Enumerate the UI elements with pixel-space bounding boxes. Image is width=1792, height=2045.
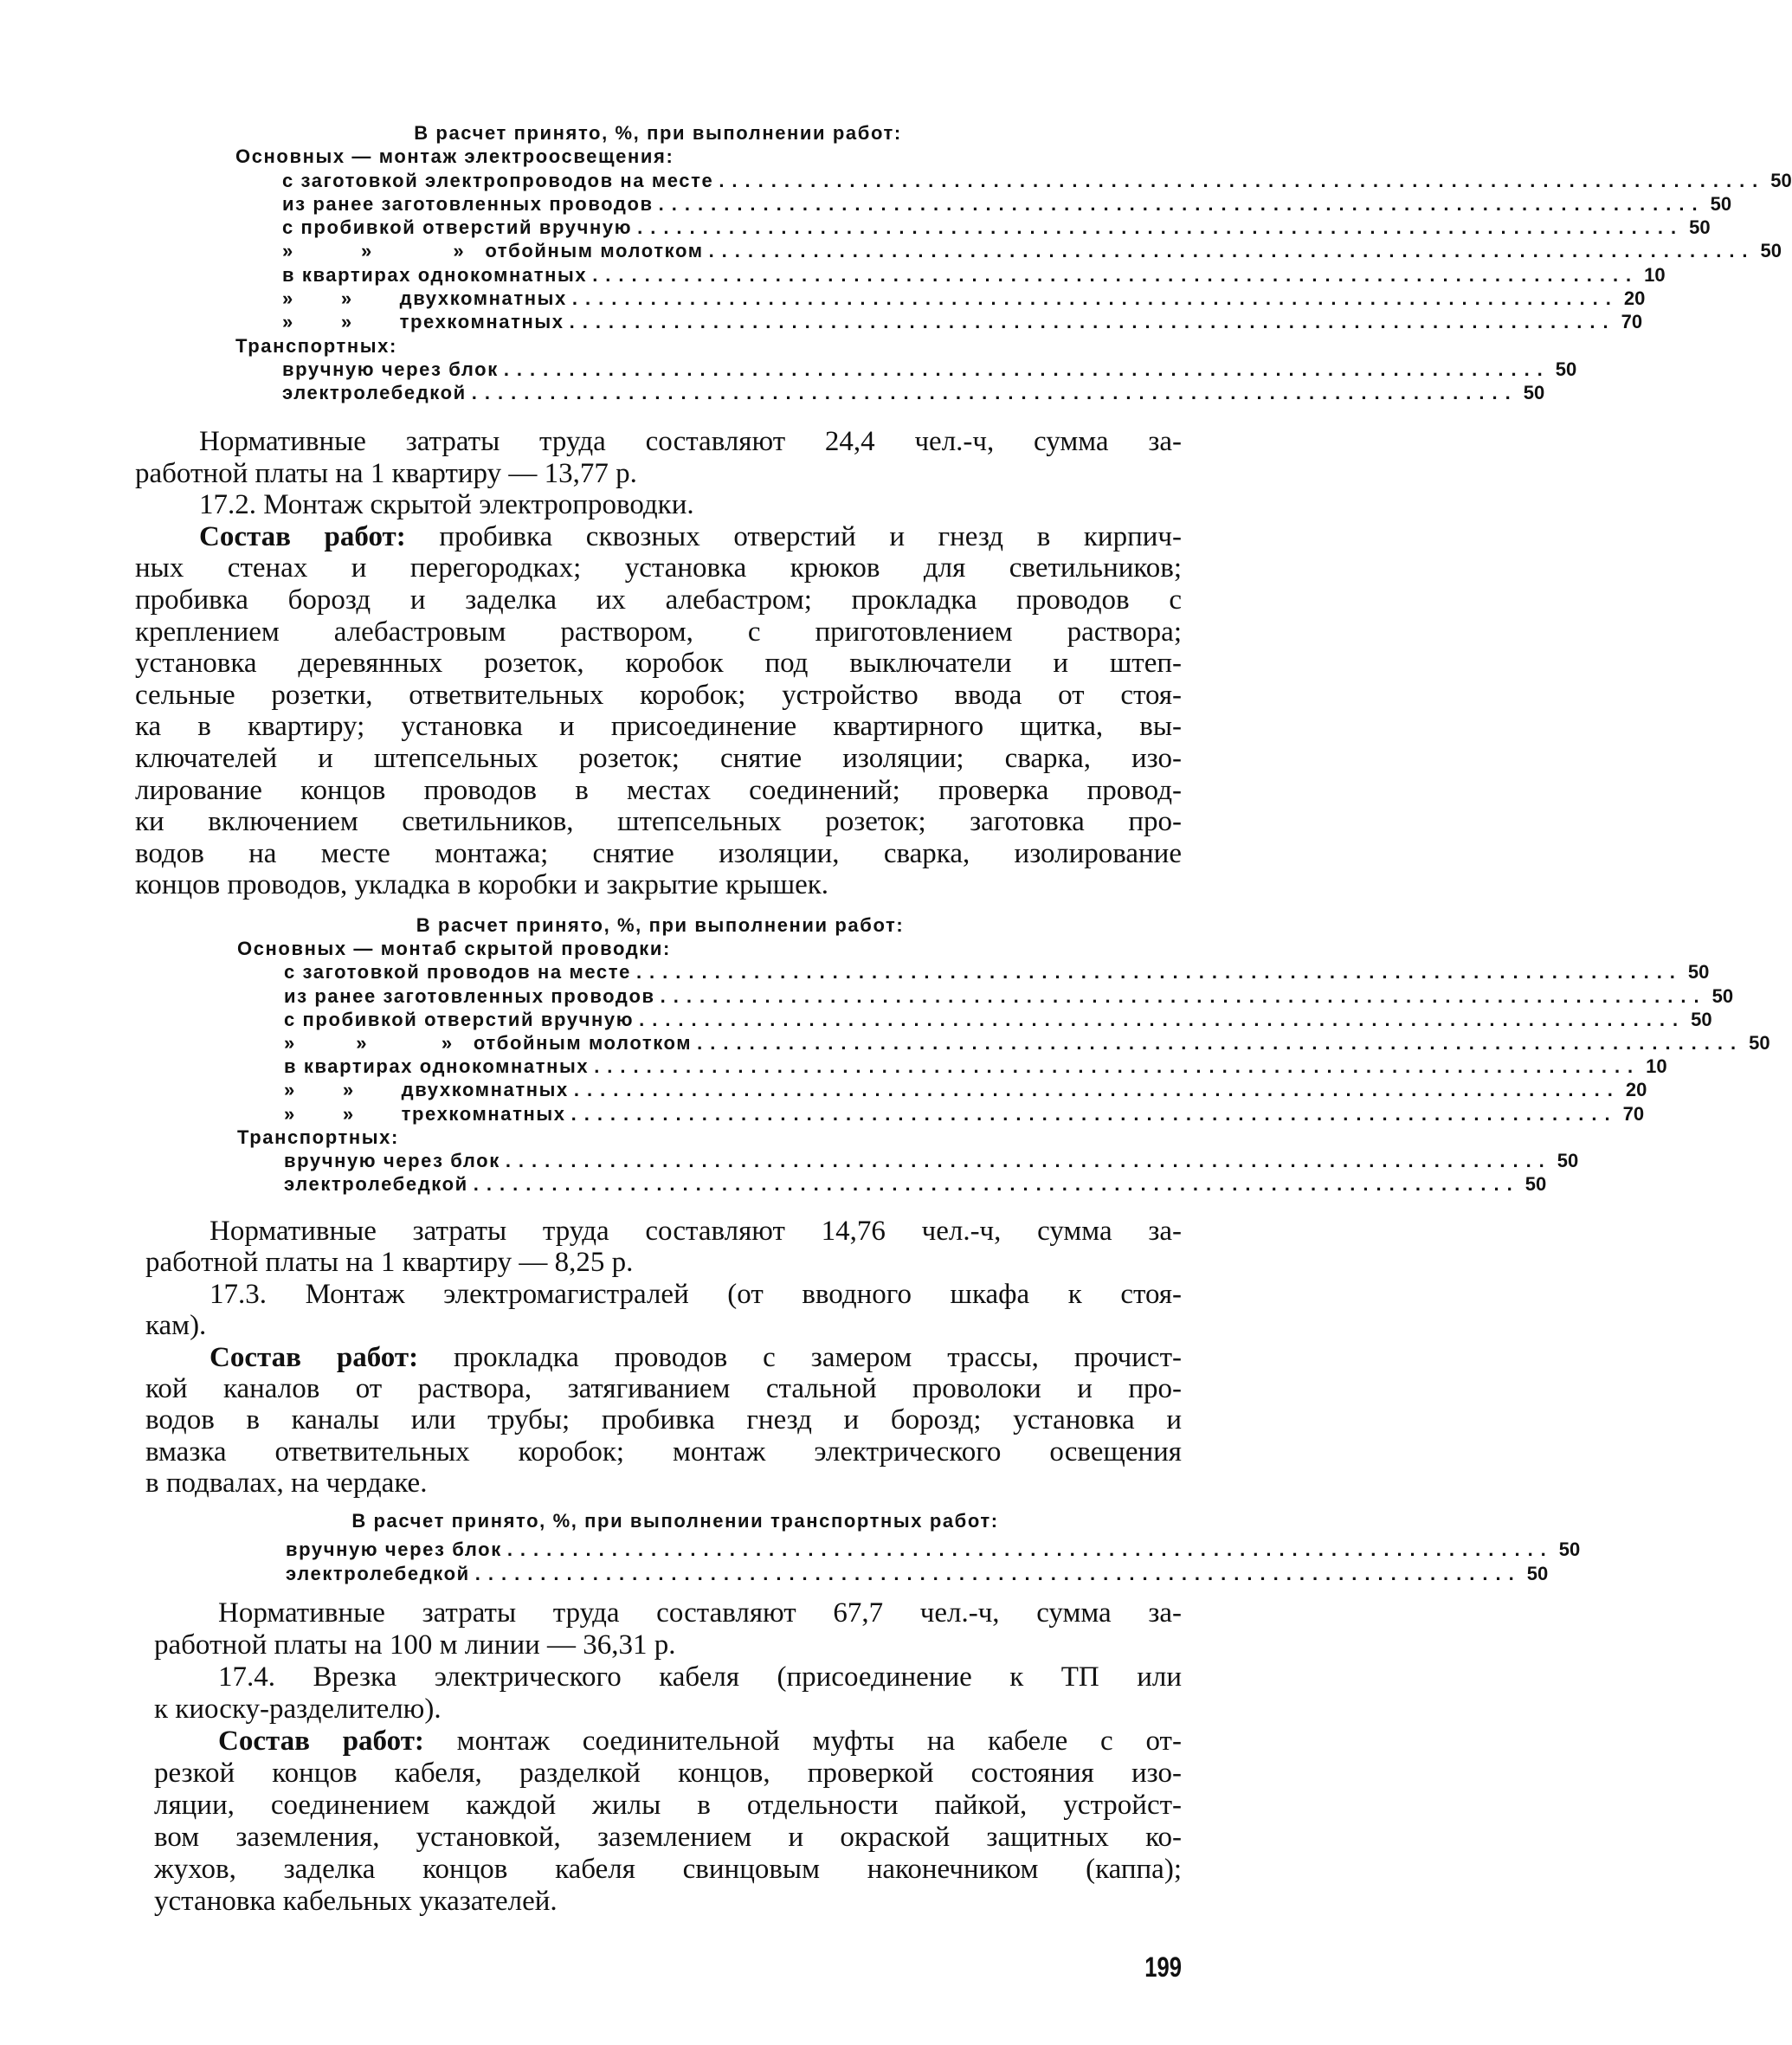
row-value: 50 (1526, 1562, 1549, 1584)
line-text: вом заземления, установкой, заземлением и окраской защитных ко- (154, 1822, 1182, 1853)
line-text: сельные розетки, ответвительных коробок; устройство ввода от стоя- (135, 679, 1182, 711)
row-value: 50 (1557, 1150, 1579, 1172)
text-line (154, 1693, 1182, 1726)
text-line (135, 743, 1182, 775)
table-row (237, 1055, 1667, 1078)
line-text: 17.3. Монтаж электромагистралей (от вводного шкафа к стоя- (209, 1278, 1182, 1310)
text-line (145, 1342, 1182, 1373)
row-value: 50 (1689, 216, 1711, 239)
row-value: 70 (1621, 311, 1643, 333)
dot-leader: ................................................................................ (594, 1055, 1641, 1078)
row-label: из ранее заготовленных проводов (284, 984, 655, 1007)
table-row (235, 216, 1711, 239)
line-text: концов проводов, укладка в коробки и закрытие крышек. (135, 869, 829, 901)
line-text: прокладка проводов с замером трассы, прочист- (418, 1341, 1182, 1373)
table-row (237, 1008, 1712, 1031)
line-text: лирование концов проводов в местах соединений; проверка провод- (135, 774, 1182, 806)
text-line (154, 1726, 1182, 1758)
table-row (235, 263, 1666, 287)
row-label: с заготовкой проводов на месте (284, 961, 631, 984)
row-value: 50 (1687, 961, 1710, 984)
text-line (135, 648, 1182, 680)
row-value: 50 (1749, 1032, 1770, 1055)
text-line (135, 521, 1182, 553)
table-group-title: Транспортных: (237, 1126, 399, 1148)
row-label: из ранее заготовленных проводов (282, 192, 654, 215)
text-line (135, 711, 1182, 743)
row-label: с заготовкой электропроводов на месте (282, 169, 714, 191)
text-line (145, 1468, 1182, 1499)
table-row (237, 1031, 1770, 1055)
line-text: водов на месте монтажа; снятие изоляции, сварка, изолирование (135, 837, 1182, 869)
line-text: в подвалах, на чердаке. (145, 1468, 428, 1500)
table-row (266, 1538, 1581, 1561)
line-text: монтаж соединительной муфты на кабеле с от- (423, 1726, 1182, 1757)
dot-leader: ................................................................................ (592, 263, 1640, 286)
dot-leader: ................................................................................ (573, 1079, 1621, 1101)
dot-leader: ................................................................................ (505, 1150, 1552, 1172)
line-text: к киоску-разделителю). (154, 1693, 442, 1725)
row-label: » » » отбойным молотком (284, 1032, 693, 1055)
row-value: 50 (1710, 192, 1732, 215)
dot-leader: ................................................................................ (473, 1173, 1520, 1196)
text-line (145, 1436, 1182, 1468)
text-line (135, 552, 1182, 584)
row-label: » » » отбойным молотком (282, 240, 704, 262)
text-line (145, 1216, 1182, 1247)
line-text: Нормативные затраты труда составляют 67,7 чел.-ч, сумма за- (218, 1597, 1182, 1629)
text-line (154, 1886, 1182, 1918)
line-text: пробивка борозд и заделка их алебастром; прокладка проводов с (135, 584, 1182, 616)
line-text: установка деревянных розеток, коробок под выключатели и штеп- (135, 648, 1182, 680)
table-header: В расчет принято, %, при выполнении транспортных работ: (351, 1510, 999, 1532)
table-row (237, 1149, 1579, 1172)
table-group-title: Транспортных: (235, 334, 397, 357)
dot-leader: ................................................................................ (637, 216, 1685, 239)
percentage-table-hidden-wiring (237, 913, 1770, 1196)
text-line (135, 775, 1182, 807)
text-line (135, 489, 1182, 521)
row-label: с пробивкой отверстий вручную (282, 216, 633, 239)
line-text: работной платы на 1 квартиру — 13,77 р. (135, 457, 637, 489)
row-label: » » трехкомнатных (282, 311, 564, 333)
text-section-17-1-17-2 (135, 426, 1182, 901)
dot-leader: ................................................................................ (503, 358, 1550, 380)
row-value: 50 (1711, 984, 1734, 1007)
table-row (266, 1562, 1549, 1585)
text-line (145, 1247, 1182, 1278)
text-line (135, 426, 1182, 458)
text-line (135, 458, 1182, 490)
text-line (135, 806, 1182, 838)
text-line (154, 1629, 1182, 1661)
row-label: вручную через блок (286, 1539, 502, 1561)
row-label: » » двухкомнатных (284, 1079, 569, 1101)
dot-leader: ................................................................................ (639, 1008, 1686, 1030)
text-line (154, 1597, 1182, 1629)
line-text: установка кабельных указателей. (154, 1886, 558, 1917)
text-line (135, 869, 1182, 901)
row-label: в квартирах однокомнатных (284, 1055, 590, 1078)
text-line (145, 1373, 1182, 1404)
table-group-title: Основных — монтаб скрытой проводки: (237, 938, 671, 960)
dot-leader: ................................................................................ (506, 1539, 1554, 1561)
dot-leader: ................................................................................ (708, 240, 1756, 262)
text-line (135, 680, 1182, 712)
table-row (235, 239, 1782, 262)
text-line (135, 616, 1182, 648)
row-value: 50 (1691, 1008, 1712, 1030)
row-value: 50 (1555, 358, 1577, 380)
line-text: креплением алебастровым раствором, с приготовлением раствора; (135, 616, 1182, 648)
dot-leader: ................................................................................ (474, 1562, 1522, 1584)
line-text: жухов, заделка концов кабеля свинцовым наконечником (каппа); (154, 1854, 1182, 1885)
line-text: Нормативные затраты труда составляют 24,4 чел.-ч, сумма за- (199, 426, 1182, 457)
text-line (154, 1854, 1182, 1886)
text-line (154, 1661, 1182, 1693)
text-line (154, 1758, 1182, 1790)
line-text: Нормативные затраты труда составляют 14,76 чел.-ч, сумма за- (209, 1216, 1182, 1247)
row-value: 50 (1760, 240, 1782, 262)
text-line (145, 1310, 1182, 1341)
row-value: 50 (1558, 1539, 1581, 1561)
row-value: 50 (1524, 1173, 1547, 1196)
table-row (235, 381, 1545, 404)
row-value: 20 (1623, 287, 1646, 310)
row-label: электролебедкой (284, 1173, 468, 1196)
line-text: резкой концов кабеля, разделкой концов, проверкой состояния изо- (154, 1758, 1182, 1789)
dot-leader: ................................................................................ (569, 311, 1616, 333)
row-label: » » двухкомнатных (282, 287, 567, 310)
bold-lead: Состав работ: (209, 1341, 419, 1373)
line-text: ключателей и штепсельных розеток; снятие изоляции; сварка, изо- (135, 742, 1182, 774)
dot-leader: ................................................................................ (571, 287, 1619, 310)
line-text: ных стенах и перегородках; установка крюков для светильников; (135, 552, 1182, 584)
text-section-17-3 (145, 1216, 1182, 1500)
table-header: В расчет принято, %, при выполнении работ: (414, 122, 902, 144)
line-text: кам). (145, 1310, 207, 1342)
text-line (145, 1404, 1182, 1435)
row-label: электролебедкой (282, 382, 467, 404)
page-number: 199 (1144, 1951, 1182, 1983)
dot-leader: ................................................................................ (635, 961, 1683, 984)
text-line (145, 1279, 1182, 1310)
text-line (154, 1790, 1182, 1822)
dot-leader: ................................................................................ (658, 192, 1705, 215)
dot-leader: ................................................................................ (471, 382, 1518, 404)
text-section-17-4 (154, 1597, 1182, 1918)
row-value: 10 (1644, 263, 1666, 286)
text-line (135, 584, 1182, 616)
table-row (237, 984, 1734, 1008)
percentage-table-lighting (235, 121, 1792, 405)
bold-lead: Состав работ: (218, 1726, 424, 1757)
table-row (235, 192, 1732, 216)
row-label: в квартирах однокомнатных (282, 263, 588, 286)
dot-leader: ................................................................................ (697, 1032, 1744, 1055)
row-value: 70 (1622, 1102, 1645, 1125)
row-label: вручную через блок (284, 1150, 500, 1172)
bold-lead: Состав работ: (199, 520, 406, 552)
dot-leader: ................................................................................ (570, 1102, 1618, 1125)
table-row (235, 310, 1643, 333)
line-text: работной платы на 100 м линии — 36,31 р. (154, 1629, 676, 1661)
text-line (135, 838, 1182, 870)
row-value: 10 (1646, 1055, 1667, 1078)
table-row (235, 169, 1792, 192)
row-label: электролебедкой (286, 1562, 470, 1584)
row-value: 50 (1770, 169, 1792, 191)
line-text: вмазка ответвительных коробок; монтаж электрического освещения (145, 1435, 1182, 1468)
line-text: 17.2. Монтаж скрытой электропроводки. (199, 489, 694, 521)
row-label: вручную через блок (282, 358, 499, 380)
line-text: ляции, соединением каждой жилы в отдельности пайкой, устройст- (154, 1790, 1182, 1821)
table-row (237, 1102, 1645, 1126)
line-text: 17.4. Врезка электрического кабеля (присоединение к ТП или (218, 1661, 1182, 1693)
table-row (235, 287, 1646, 310)
table-row (237, 1172, 1547, 1196)
dot-leader: ................................................................................ (660, 984, 1707, 1007)
row-label: » » трехкомнатных (284, 1102, 566, 1125)
text-line (154, 1822, 1182, 1854)
row-label: с пробивкой отверстий вручную (284, 1008, 635, 1030)
line-text: водов в каналы или трубы; пробивка гнезд и борозд; установка и (145, 1404, 1182, 1436)
line-text: кой каналов от раствора, затягиванием стальной проволоки и про- (145, 1373, 1182, 1405)
line-text: ки включением светильников, штепсельных розеток; заготовка про- (135, 806, 1182, 838)
row-value: 20 (1625, 1079, 1647, 1101)
percentage-table-transport (266, 1509, 1581, 1585)
table-row (237, 1078, 1647, 1101)
line-text: работной платы на 1 квартиру — 8,25 р. (145, 1247, 634, 1279)
table-row (237, 960, 1710, 984)
dot-leader: ................................................................................ (719, 169, 1766, 191)
line-text: пробивка сквозных отверстий и гнезд в кирпич- (405, 520, 1182, 552)
line-text: ка в квартиру; установка и присоединение квартирного щитка, вы- (135, 711, 1182, 743)
table-row (235, 358, 1577, 381)
row-value: 50 (1523, 382, 1545, 404)
table-group-title: Основных — монтаж электроосвещения: (235, 145, 674, 168)
table-header: В расчет принято, %, при выполнении работ: (416, 914, 905, 936)
